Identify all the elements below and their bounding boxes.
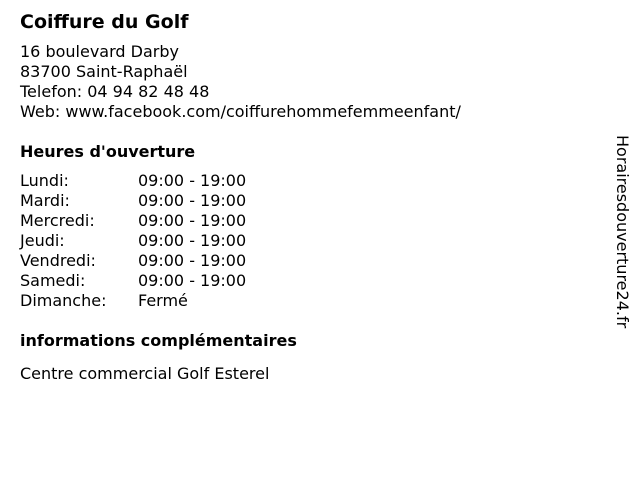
additional-info-text: Centre commercial Golf Esterel xyxy=(20,364,270,383)
hours-time: 09:00 - 19:00 xyxy=(138,251,247,270)
hours-row-wednesday xyxy=(20,211,600,231)
hours-time: 09:00 - 19:00 xyxy=(138,271,247,290)
hours-row-thursday xyxy=(20,231,600,251)
site-brand-vertical: Horairesdouverture24.fr xyxy=(613,135,632,329)
address-line-1: 16 boulevard Darby xyxy=(20,42,179,61)
additional-info-title: informations complémentaires xyxy=(20,331,297,350)
business-name: Coiffure du Golf xyxy=(20,11,189,33)
hours-row-monday xyxy=(20,171,600,191)
hours-day: Vendredi: xyxy=(20,251,96,270)
hours-time: 09:00 - 19:00 xyxy=(138,171,247,190)
phone-line: Telefon: 04 94 82 48 48 xyxy=(20,82,210,101)
hours-time: 09:00 - 19:00 xyxy=(138,231,247,250)
website-line: Web: www.facebook.com/coiffurehommefemmeenfant/ xyxy=(20,102,461,121)
hours-row-tuesday xyxy=(20,191,600,211)
hours-day: Jeudi: xyxy=(20,231,65,250)
hours-day: Mardi: xyxy=(20,191,70,210)
address-line-2: 83700 Saint-Raphaël xyxy=(20,62,188,81)
hours-day: Lundi: xyxy=(20,171,69,190)
opening-hours-table xyxy=(20,171,600,311)
hours-row-saturday xyxy=(20,271,600,291)
hours-time: 09:00 - 19:00 xyxy=(138,211,247,230)
hours-row-friday xyxy=(20,251,600,271)
hours-day: Samedi: xyxy=(20,271,86,290)
business-card xyxy=(20,10,600,384)
hours-row-sunday xyxy=(20,291,600,311)
hours-day: Dimanche: xyxy=(20,291,107,310)
hours-time: Fermé xyxy=(138,291,188,310)
opening-hours-title: Heures d'ouverture xyxy=(20,142,196,161)
hours-day: Mercredi: xyxy=(20,211,95,230)
hours-time: 09:00 - 19:00 xyxy=(138,191,247,210)
